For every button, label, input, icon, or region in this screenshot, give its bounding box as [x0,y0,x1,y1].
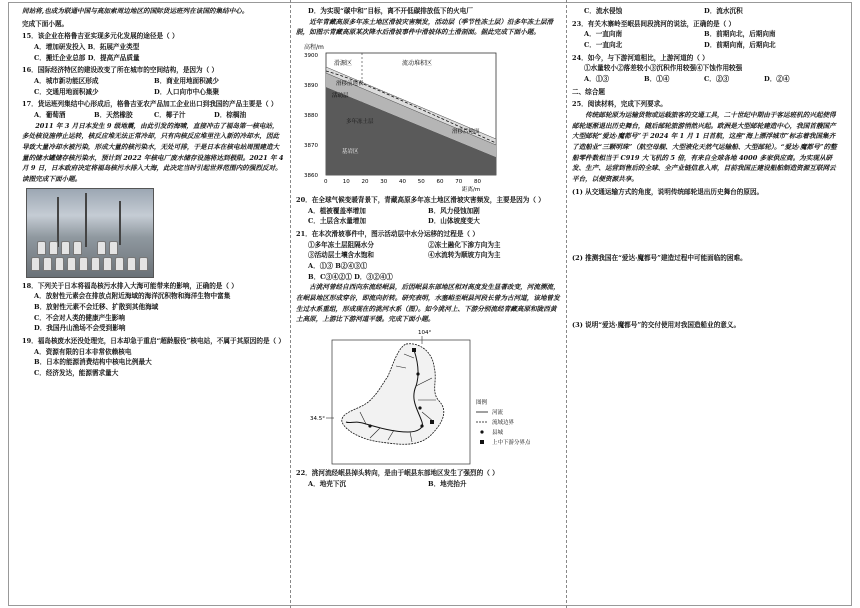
q16-option-c: C．交通用地面积减少 [34,87,99,96]
chart-y-ticks [304,53,318,179]
q21-stem: 21．在本次滑坡事件中，图示活动层中水分运移的过程是（ ） [296,230,479,239]
intro-line-2: 完成下面小题。 [22,19,69,28]
q20-options-ab [296,206,562,217]
chart-x-ticks [324,179,481,185]
x-tick-label: 10 [342,179,350,186]
column-divider-1 [290,0,291,608]
permafrost-passage: 近年青藏高原多年冻土地区滑坡灾害频发，活动层（季节性冻土层）沿多年冻土层滑脱，如图示青藏高原某次降水后滑坡事件中滑坡体的土滑剖面。据此完成下面小题。 [296,17,554,37]
q24-option-b: B．①④ [644,75,670,84]
label-pre-slide-surface: 滑移前地表 [336,81,364,88]
q23-option-d: D．前期向南，后期向北 [704,41,776,50]
q24-stem: 24．如今，与下游河道相比，上游河道的（ ） [572,53,709,62]
intro-line-1: 间站将,也成为联通中国与高加索周边地区的国际货运班列在该国的集结中心。 [22,7,249,15]
q16-stem: 16．国际经济特区的建设改变了所在城市的空间结构，是因为（ ） [22,66,219,75]
q23-options-cd [572,40,840,51]
legend-basin-boundary: 流域边界 [492,420,515,427]
county-seat-3 [420,424,423,427]
q19-option-d: D．为实现“碳中和”目标，离不开低碳排放低下的火电厂 [308,7,473,15]
q21-item-2: ②冻土融化下渗方向为主 [428,240,501,249]
x-tick-label: 0 [324,179,328,186]
label-flow-zone: 流动堆积区 [402,60,433,68]
q22-options-cd [572,6,840,17]
q21-item-4: ④水流转为顺坡方向为主 [428,251,501,260]
landslide-profile-svg [302,41,502,193]
q15-stem: 15．该企业在格鲁吉亚实现多元化发展的途径是（ ） [22,32,179,41]
q16-options-cd [22,87,284,98]
q20-option-c: C．土层含水量增加 [308,217,366,226]
y-tick-label: 3870 [304,143,318,150]
q16-options-ab [22,76,284,87]
q19-option-b: B．日本的能源消费结构中核电比例最大 [34,358,152,367]
answer-space-1[interactable] [572,197,840,251]
answer-space-2[interactable] [572,264,840,318]
q21-items-12 [296,240,562,251]
q17-options [22,110,284,121]
q22-options-ab [296,479,562,490]
y-tick-label: 3900 [304,53,318,60]
y-tick-label: 3860 [304,173,318,180]
q23-stem: 23．有关木寨岭至岷县间段洮河的说法，正确的是（ ） [572,19,736,28]
county-seat-4 [368,424,371,427]
taohe-map-svg [310,328,530,466]
q24-option-c: C．②③ [704,75,730,84]
q18-option-b: B．放射性元素不会迁移、扩散到其他海域 [34,303,159,312]
county-seat-1 [416,372,419,375]
q21-item-1: ①多年冻土层阻隔水分 [308,240,374,249]
q25-stem: 25．阅读材料，完成下列要求。 [572,100,667,109]
legend-county: 县城 [492,430,504,437]
map-legend [476,398,530,446]
y-tick-label: 3880 [304,113,318,120]
q20-option-a: A．植被覆盖率增加 [308,206,366,215]
q25-task-2: (2) 推测我国在“爱达·魔都号”建造过程中可能面临的困难。 [572,254,747,263]
x-tick-label: 20 [361,179,369,186]
q22-stem: 22．洮河流经岷县掉头转向，是由于岷县东部地区发生了强烈的（ ） [296,469,499,478]
cruise-ship-passage: 传统邮轮原为运输货物或运载旅客的交通工具，二十世纪中期由于客运班机的兴起使得邮轮逐渐退出历史舞台，随后邮轮旅游悄然兴起。欧洲是大型邮轮建造中心，我国首艘国产大型邮轮“爱达·魔都号”于 2024 年 1 月 1 日首航，这座“海上漂浮城市”标志着我国集齐了造船业“三颗明珠”（航空母舰、大型液化天然气运输船、大型邮轮）。“爱达·魔都号”的整船零件数相当于 C919 大飞机的 5 倍，有来自全球各地 4000 多家供应商。为实现从研发、生产、运营到售后的全球、全产业链信息入库，目前我国正建设船舶制造资源互联网云平台，以便资源共享。 [572,111,837,184]
legend-section-point: 上中下游分界点 [492,440,530,447]
q22-option-c: C．流水侵蚀 [584,7,623,15]
taohe-passage: 古洮河曾经自西向东流经岷县，后因岷县东部地区相对高度发生显著改变，河流溯流，在岷县地区形成穿谷，即流向折转。研究表明，水塞峪至岷县河段长曾为古河道，该地曾发生过水系重组，形成现在的洮河水系（图）。如今洮河上、下游分别流经青藏高原和陇西黄土高原，上游比下游河道平缓。完成下面小题。 [296,283,560,324]
q22-option-b: B．地壳抬升 [428,479,467,488]
taohe-river-map [310,328,530,466]
q17-option-b: B．天然橡胶 [94,111,133,120]
column-divider-2 [566,0,567,608]
q24-items: ①水量较小②落差较小③沉积作用较强④下蚀作用较强 [584,64,743,73]
q17-option-c: C．椰子汁 [154,111,186,120]
label-permafrost: 多年冻土层 [346,119,374,126]
map-longitude: 104° [418,330,432,337]
label-source-zone: 滑源区 [334,60,353,68]
fukushima-storage-tanks-photo [26,188,154,278]
q19-option-a: A．资源有限的日本非常依赖核电 [34,347,132,356]
q23-option-c: C．一直向北 [584,41,623,50]
section-boundary-point-2 [412,348,416,352]
x-tick-label: 60 [436,179,444,186]
q25-task-1: (1) 从交通运输方式的角度，说明传统邮轮退出历史舞台的原因。 [572,187,764,196]
q24-option-a: A．①③ [584,75,609,84]
q17-option-d: D．棕榈油 [214,111,247,120]
q20-option-d: D．山体坡度变大 [428,217,480,226]
q21-item-3: ③活动层土壤含水饱和 [308,251,374,260]
x-tick-label: 50 [417,179,425,186]
q20-options-cd [296,216,562,227]
q17-stem: 17．货运班列集结中心形成后，格鲁吉亚农产品加工企业出口到我国的产品主要是（ ） [22,100,278,109]
q24-option-d: D．②④ [764,75,790,84]
q16-option-a: A．城市新功能区形成 [34,77,99,86]
label-bedrock: 基岩区 [342,149,359,156]
section-boundary-point-1 [430,420,434,424]
q19-stem: 19．福岛核废水还没处理完，日本却急于重启“超龄服役”核电站，不属于其原因的是（ ） [22,337,286,346]
column-1 [22,6,284,379]
q24-options [572,74,840,85]
x-tick-label: 80 [474,179,481,186]
q22-option-d: D．流水沉积 [704,7,743,15]
q19-option-c: C．经济发达，能源需求量大 [34,369,119,378]
column-2 [296,6,562,489]
label-active-layer: 活动层 [332,93,349,100]
q21-items-34 [296,250,562,261]
x-tick-label: 30 [380,179,388,186]
fukushima-passage: 2011 年 3 月日本发生 9 级地震，由此引发的海啸，直接冲击了福岛第一核电站，多处核设施停止运转，核反应堆无法正常冷却，只有向核反应堆里注入新的冷却水，因此导致大量冷却水被污染，形成大量的核污染水，无处可排，于是日本在核电站周围建造大量的储水罐储存核污染水，预计到 2022 年核电厂废水储存设施将达到极限。2021 年 4 月 9 日，日本政府决定将福岛核污水排入大海，此决定当时引起世界范围内的强烈反对。读图完成下面小题。 [22,121,284,184]
q16-option-d: D．人口向市中心集聚 [154,87,220,96]
answer-space-3[interactable] [572,331,840,385]
legend-title: 图例 [476,400,488,407]
q25-task-3: (3) 说明“爱达·魔都号”的交付使用对我国造船业的意义。 [572,321,741,330]
y-tick-label: 3890 [304,83,318,90]
q23-option-a: A．一直向南 [584,30,623,39]
q17-option-a: A．葡萄酒 [34,111,66,120]
county-seat-2 [418,406,421,409]
chart-xunit: 距离/m [462,187,481,194]
label-post-slide-ground: 滑移后地面 [452,129,480,136]
basin-boundary [342,344,444,445]
x-tick-label: 70 [455,179,463,186]
landslide-profile-chart [302,41,502,193]
q16-option-b: B．商业用地面积减少 [154,77,219,86]
q23-option-b: B．前期向北，后期向南 [704,30,776,39]
q21-options-ab: A．①③ B②④③① [308,262,368,271]
q22-option-a: A．地壳下沉 [308,479,347,488]
q20-stem: 20．在全球气候变暖背景下，青藏高原多年冻土地区滑坡灾害频发，主要是因为（ ） [296,196,545,205]
q21-options-cd: B．C③④②① D．③②④① [308,272,393,281]
q15-options-cd: C．搬迁企业总部 D．提高产品质量 [34,53,140,62]
q20-option-b: B．风力侵蚀加剧 [428,206,480,215]
q18-option-d: D．我国丹山渔场不会受到影响 [34,324,126,333]
column-3 [572,6,840,385]
q18-option-a: A．放射性元素会在排放点附近海域的海洋沉积物和海洋生物中富集 [34,292,231,301]
map-latitude: 34.5° [310,416,325,423]
q15-options-ab: A．增加研发投入 B．拓展产业类型 [34,43,140,52]
chart-ylabel: 高程/m [304,44,324,52]
q18-option-c: C．不会对人类的健康产生影响 [34,313,125,322]
x-tick-label: 40 [399,179,406,186]
q18-stem: 18．下列关于日本将福岛核污水排入大海可能带来的影响，正确的是（ ） [22,281,238,290]
q23-options-ab [572,29,840,40]
legend-river: 河流 [492,410,504,417]
section-heading-comprehensive: 二、综合题 [572,87,605,96]
